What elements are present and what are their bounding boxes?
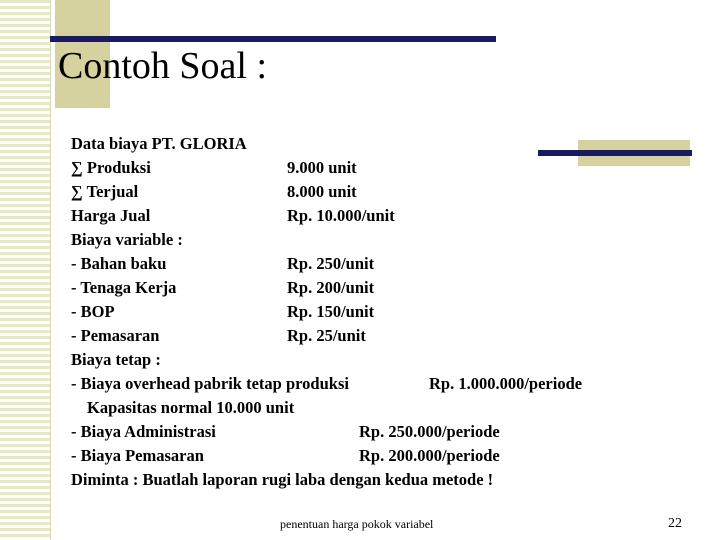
row-value: Rp. 250/unit (287, 254, 375, 273)
row-value: Rp. 200.000/periode (359, 446, 500, 465)
row-label: ∑ Produksi (71, 158, 151, 177)
row-value: 9.000 unit (287, 158, 357, 177)
row-value: Rp. 200/unit (287, 278, 375, 297)
left-stripe-decoration (0, 0, 50, 540)
row-label: - Biaya overhead pabrik tetap produksi (71, 374, 349, 393)
row-label: Biaya tetap : (71, 350, 161, 369)
row-value: Rp. 1.000.000/periode (429, 374, 583, 393)
row-label: - BOP (71, 302, 115, 321)
slide-footer: penentuan harga pokok variabel (280, 517, 434, 531)
row-label: Data biaya PT. GLORIA (71, 134, 247, 153)
row-value: Rp. 25/unit (287, 326, 366, 345)
row-label: - Tenaga Kerja (71, 278, 177, 297)
row-label: Harga Jual (71, 206, 151, 225)
row-value: Rp. 250.000/periode (359, 422, 500, 441)
row-value: Rp. 10.000/unit (287, 206, 395, 225)
row-label: - Biaya Pemasaran (71, 446, 204, 465)
title-underline-bar (50, 36, 496, 42)
row-label: - Bahan baku (71, 254, 167, 273)
row-label: Kapasitas normal 10.000 unit (87, 398, 295, 417)
right-accent-bar (538, 150, 692, 156)
row-value: Rp. 150/unit (287, 302, 375, 321)
left-stripe-border (50, 0, 51, 540)
row-label: - Biaya Administrasi (71, 422, 216, 441)
row-label: Biaya variable : (71, 230, 183, 249)
row-label: Diminta : Buatlah laporan rugi laba dengan kedua metode ! (71, 470, 494, 489)
row-value: 8.000 unit (287, 182, 357, 201)
page-number: 22 (668, 516, 682, 531)
row-label: - Pemasaran (71, 326, 160, 345)
row-label: ∑ Terjual (71, 182, 139, 201)
slide-title: Contoh Soal : (58, 45, 268, 87)
